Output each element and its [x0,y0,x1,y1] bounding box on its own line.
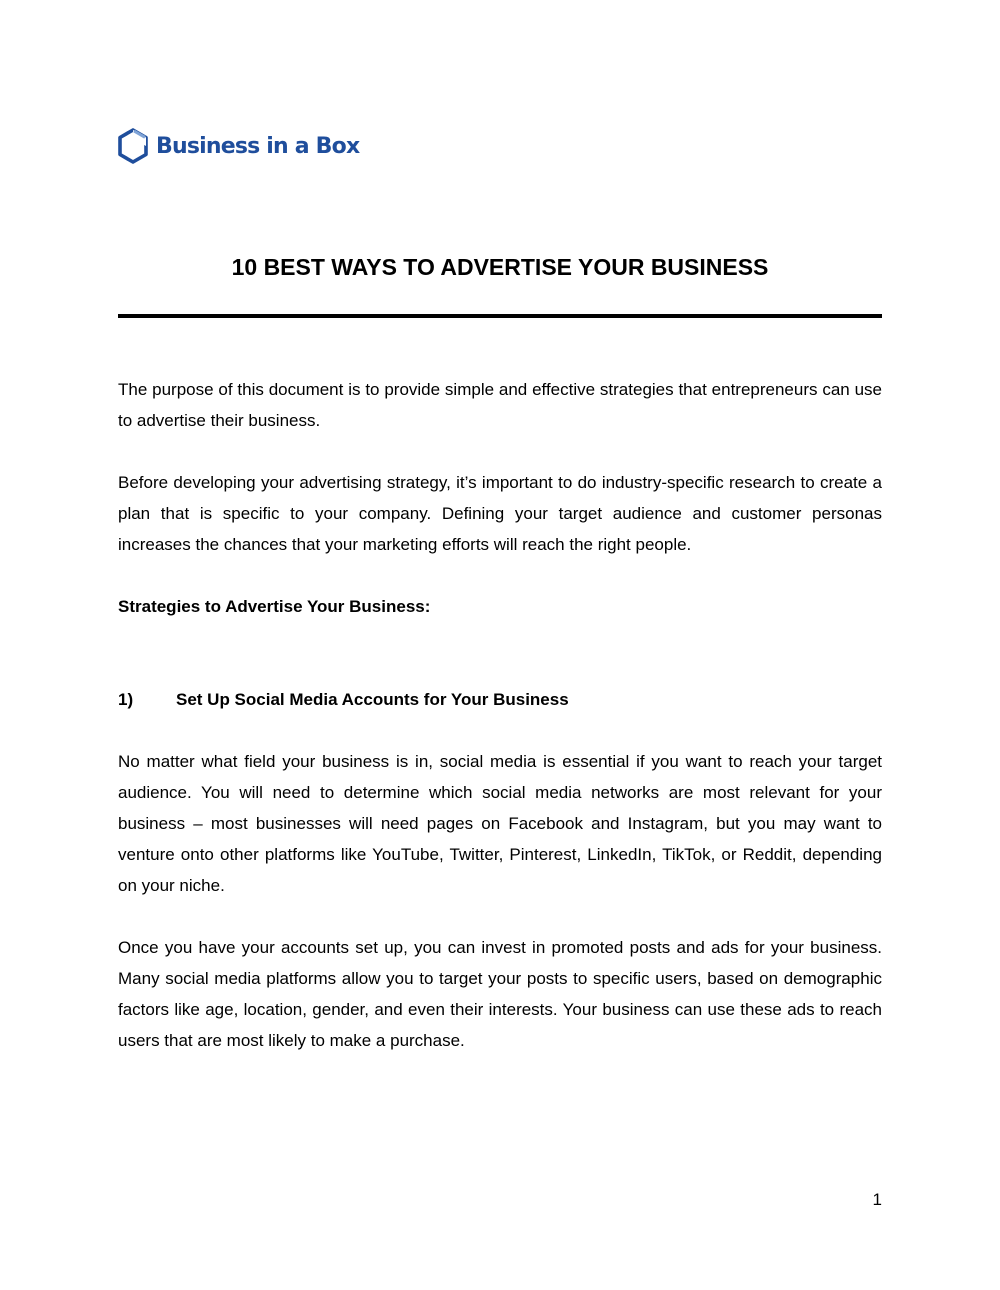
document-body [118,374,882,1087]
document-title: 10 BEST WAYS TO ADVERTISE YOUR BUSINESS [231,254,769,280]
step-paragraph: Once you have your accounts set up, you can invest in promoted posts and ads for your business. Many social media platforms allow you to target your posts to specific users, based on demographic factors like age, location, gender, and even their interests. Your business can use these ads to reach users that are most likely to make a purchase. [118,938,882,1050]
intro-paragraph: The purpose of this document is to provide simple and effective strategies that entrepreneurs can use to advertise their business. [118,380,882,430]
step-number: 1) [118,690,134,709]
page-number: 1 [872,1190,882,1209]
business-in-a-box-logo [118,128,359,164]
title-divider [118,314,882,318]
hexagon-box-icon [118,128,148,164]
intro-paragraph: Before developing your advertising strategy, it’s important to do industry-specific research to create a plan that is specific to your company. Defining your target audience and customer personas increases the chances that your marketing efforts will reach the right people. [118,473,882,554]
spacer [118,653,882,684]
logo-text: Business in a Box [156,133,360,159]
step-title: Set Up Social Media Accounts for Your Business [176,690,569,709]
strategies-heading: Strategies to Advertise Your Business: [118,597,431,616]
step-heading [118,684,882,715]
step-paragraph: No matter what field your business is in, social media is essential if you want to reach your target audience. You will need to determine which social media networks are most relevant for your business – most businesses will need pages on Facebook and Instagram, but you may want to venture onto other platforms like YouTube, Twitter, Pinterest, LinkedIn, TikTok, or Reddit, depending on your niche. [118,752,882,895]
